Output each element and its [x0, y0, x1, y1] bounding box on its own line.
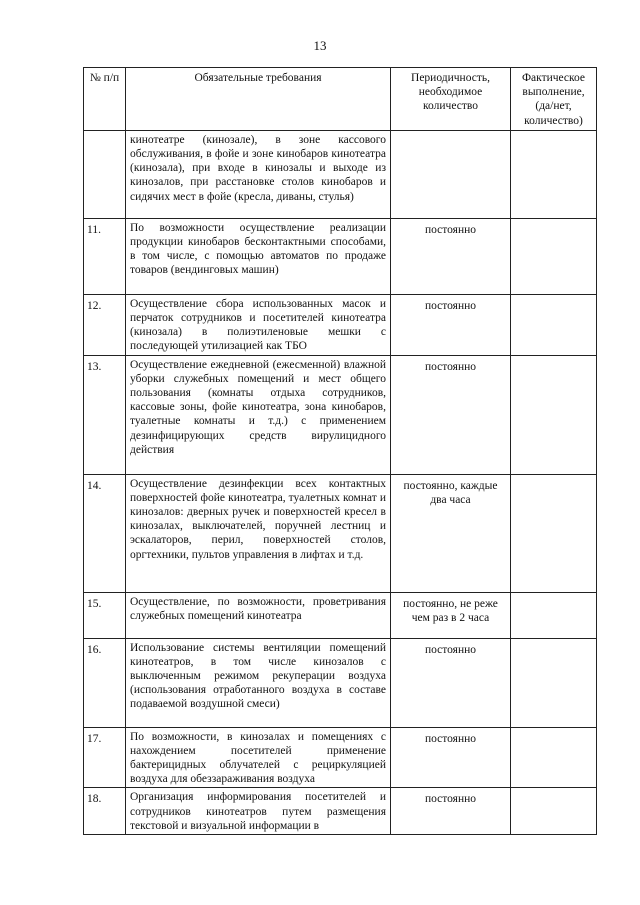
table-row: [84, 218, 597, 294]
row-requirement: По возможности осуществление реализации продукции кинобаров бесконтактными способами, в том числе, с помощью автоматов по продаже товаров (вендинговых машин): [126, 218, 391, 294]
row-periodicity: [391, 130, 511, 218]
row-actual: [511, 130, 597, 218]
table-header-row: [84, 68, 597, 131]
row-requirement: Осуществление, по возможности, проветривания служебных помещений кинотеатра: [126, 592, 391, 638]
row-requirement: Осуществление дезинфекции всех контактных поверхностей фойе кинотеатра, туалетных комнат и кинозалов: дверных ручек и поверхностей кресел в кинозалах, выключателей, поручней лестниц и эскалаторов, перил, поверхностей столов, оргтехники, пультов управления в лифтах и т.д.: [126, 474, 391, 592]
header-actual: Фактическое выполнение, (да/нет, количество): [511, 68, 597, 131]
table-row: [84, 727, 597, 788]
row-num: 15.: [84, 592, 126, 638]
header-num: № п/п: [84, 68, 126, 131]
table-row: [84, 638, 597, 727]
row-requirement: кинотеатре (кинозале), в зоне кассового обслуживания, в фойе и зоне кинобаров кинотеатра (кинозала), при входе в кинозалы и выходе из кинозалов, при расстановке столов кинобаров и сидячих мест в фойе (кресла, диваны, стулья): [126, 130, 391, 218]
row-periodicity: постоянно, не реже чем раз в 2 часа: [391, 592, 511, 638]
table-row: [84, 355, 597, 474]
row-actual: [511, 727, 597, 788]
row-actual: [511, 355, 597, 474]
row-periodicity: постоянно: [391, 355, 511, 474]
table-row: [84, 294, 597, 355]
row-requirement: Осуществление сбора использованных масок и перчаток сотрудников и посетителей кинотеатра (кинозала) в полиэтиленовые мешки с последующей утилизацией как ТБО: [126, 294, 391, 355]
header-periodicity: Периодичность, необходимое количество: [391, 68, 511, 131]
table-row: [84, 788, 597, 835]
row-periodicity: постоянно, каждые два часа: [391, 474, 511, 592]
row-actual: [511, 788, 597, 835]
row-requirement: Организация информирования посетителей и сотрудников кинотеатров путем размещения текстовой и визуальной информации в: [126, 788, 391, 835]
row-periodicity: постоянно: [391, 788, 511, 835]
header-requirements: Обязательные требования: [126, 68, 391, 131]
row-num: 11.: [84, 218, 126, 294]
row-actual: [511, 474, 597, 592]
row-num: [84, 130, 126, 218]
row-actual: [511, 592, 597, 638]
row-periodicity: постоянно: [391, 638, 511, 727]
row-requirement: Осуществление ежедневной (ежесменной) влажной уборки служебных помещений и мест общего пользования (комнаты отдыха сотрудников, кассовые зоны, фойе кинотеатра, зона кинобаров, туалетные комнаты и т.д.) с применением дезинфицирующих средств вирулицидного действия: [126, 355, 391, 474]
row-actual: [511, 638, 597, 727]
row-num: 18.: [84, 788, 126, 835]
requirements-table: [83, 67, 597, 835]
row-requirement: По возможности, в кинозалах и помещениях с нахождением посетителей применение бактерицидных облучателей с рециркуляцией воздуха для обеззараживания воздуха: [126, 727, 391, 788]
row-actual: [511, 218, 597, 294]
row-num: 12.: [84, 294, 126, 355]
row-num: 14.: [84, 474, 126, 592]
row-actual: [511, 294, 597, 355]
table-row: [84, 474, 597, 592]
page-number: 13: [313, 38, 327, 53]
table-row: [84, 130, 597, 218]
table-row: [84, 592, 597, 638]
row-periodicity: постоянно: [391, 218, 511, 294]
row-num: 17.: [84, 727, 126, 788]
row-requirement: Использование системы вентиляции помещений кинотеатров, в том числе кинозалов с выключенным режимом рекуперации воздуха (использования отработанного воздуха в составе подаваемой воздушной смеси): [126, 638, 391, 727]
row-periodicity: постоянно: [391, 727, 511, 788]
row-num: 16.: [84, 638, 126, 727]
row-num: 13.: [84, 355, 126, 474]
row-periodicity: постоянно: [391, 294, 511, 355]
